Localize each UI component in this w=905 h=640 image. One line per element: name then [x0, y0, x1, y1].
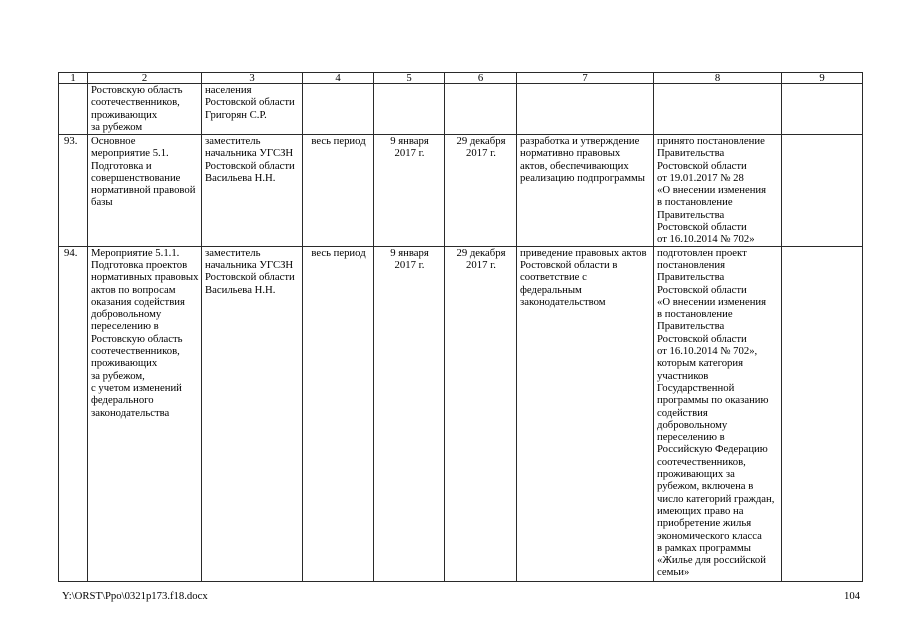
- header-col-5: 5: [374, 73, 445, 84]
- row-93-col-7-cell: разработка и утверждение нормативно правовых актов, обеспечивающих реализацию подпрограммы: [517, 135, 654, 247]
- row-cont-col-9-cell: [782, 84, 863, 135]
- row-cont-col-7-cell: [517, 84, 654, 135]
- header-col-8: 8: [654, 73, 782, 84]
- row-93-col-6-cell: 29 декабря 2017 г.: [445, 135, 517, 247]
- row-93-col-8-cell: принято постановление Правительства Ростовской области от 19.01.2017 № 28 «О внесении изменения в постановление Правительства Ростовской области от 16.10.2014 № 702»: [654, 135, 782, 247]
- row-cont-col-6-cell: [445, 84, 517, 135]
- row-93-col-9-cell: [782, 135, 863, 247]
- row-cont-col-8-cell: [654, 84, 782, 135]
- header-col-9: 9: [782, 73, 863, 84]
- row-cont-col-4-cell: [303, 84, 374, 135]
- measures-table: [58, 72, 863, 582]
- row-93-col-2-cell: Основное мероприятие 5.1. Подготовка и совершенствование нормативной правовой базы: [88, 135, 202, 247]
- header-col-2: 2: [88, 73, 202, 84]
- row-cont-col-1-cell: [59, 84, 88, 135]
- row-94-col-3-cell: заместитель начальника УГСЗН Ростовской области Васильева Н.Н.: [202, 246, 303, 581]
- row-94-col-8-cell: подготовлен проект постановления Правительства Ростовской области «О внесении изменения в постановление Правительства Ростовской области от 16.10.2014 № 702», которым категория участников Государственной программы по оказанию содействия добровольному переселению в Российскую Федерацию соотечественников, проживающих за рубежом, включена в число категорий граждан, имеющих право на приобретение жилья экономического класса в рамках программы «Жилье для российской семьи»: [654, 246, 782, 581]
- header-col-3: 3: [202, 73, 303, 84]
- row-93-col-4-cell: весь период: [303, 135, 374, 247]
- row-94-col-4-cell: весь период: [303, 246, 374, 581]
- row-93-col-5-cell: 9 января 2017 г.: [374, 135, 445, 247]
- row-93-col-1-cell: 93.: [59, 135, 88, 247]
- row-93-col-3-cell: заместитель начальника УГСЗН Ростовской области Васильева Н.Н.: [202, 135, 303, 247]
- header-col-4: 4: [303, 73, 374, 84]
- table-row-94: [59, 246, 863, 581]
- row-94-col-5-cell: 9 января 2017 г.: [374, 246, 445, 581]
- header-col-1: 1: [59, 73, 88, 84]
- table-row-continuation: [59, 84, 863, 135]
- row-94-col-1-cell: 94.: [59, 246, 88, 581]
- table-row-93: [59, 135, 863, 247]
- row-cont-col-5-cell: [374, 84, 445, 135]
- row-cont-col-3-cell: населения Ростовской области Григорян С.Р.: [202, 84, 303, 135]
- footer-file-path: Y:\ORST\Ppo\0321p173.f18.docx: [62, 590, 208, 602]
- header-col-7: 7: [517, 73, 654, 84]
- header-col-6: 6: [445, 73, 517, 84]
- row-94-col-7-cell: приведение правовых актов Ростовской области в соответствие с федеральным законодательством: [517, 246, 654, 581]
- table-header-row: [59, 73, 863, 84]
- row-94-col-9-cell: [782, 246, 863, 581]
- row-94-col-2-cell: Мероприятие 5.1.1. Подготовка проектов нормативных правовых актов по вопросам оказания содействия добровольному переселению в Ростовскую область соотечественников, проживающих за рубежом, с учетом изменений федерального законодательства: [88, 246, 202, 581]
- footer-page-number: 104: [843, 590, 860, 602]
- row-cont-col-2-cell: Ростовскую область соотечественников, проживающих за рубежом: [88, 84, 202, 135]
- row-94-col-6-cell: 29 декабря 2017 г.: [445, 246, 517, 581]
